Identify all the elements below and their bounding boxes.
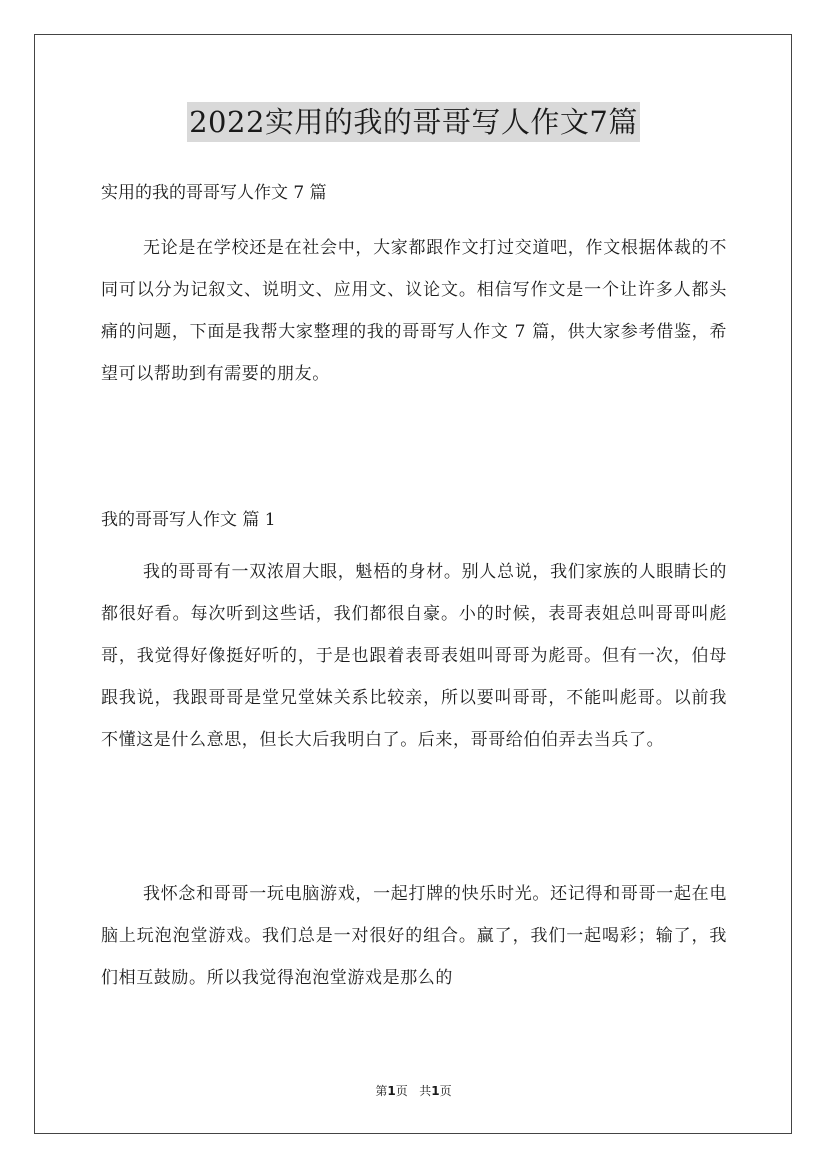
footer-total-suffix: 页 (439, 1084, 452, 1098)
body-paragraph-1: 我的哥哥有一双浓眉大眼，魁梧的身材。别人总说，我们家族的人眼睛长的都很好看。每次听到这些话，我们都很自豪。小的时候，表哥表姐总叫哥哥叫彪哥，我觉得好像挺好听的，于是也跟着表哥表姐叫哥哥为彪哥。但有一次，伯母跟我说，我跟哥哥是堂兄堂妹关系比较亲，所以要叫哥哥，不能叫彪哥。以前我不懂这是什么意思，但长大后我明白了。后来，哥哥给伯伯弄去当兵了。 (101, 562, 727, 750)
page-footer (0, 1083, 827, 1099)
footer-total-prefix: 共 (419, 1084, 432, 1098)
footer-page-current: 1 (387, 1084, 396, 1098)
document-title: 2022实用的我的哥哥写人作文7篇 (187, 102, 640, 142)
footer-page-total: 1 (431, 1084, 440, 1098)
title-container (0, 102, 827, 142)
intro-paragraph: 无论是在学校还是在社会中，大家都跟作文打过交道吧，作文根据体裁的不同可以分为记叙文、说明文、应用文、议论文。相信写作文是一个让许多人都头痛的问题，下面是我帮大家整理的我的哥哥写人作文 7 篇，供大家参考借鉴，希望可以帮助到有需要的朋友。 (101, 238, 727, 384)
document-subtitle: 实用的我的哥哥写人作文 7 篇 (101, 183, 327, 203)
footer-prefix: 第 (375, 1084, 388, 1098)
footer-page-suffix: 页 (395, 1084, 408, 1098)
body-paragraph-2: 我怀念和哥哥一玩电脑游戏，一起打牌的快乐时光。还记得和哥哥一起在电脑上玩泡泡堂游戏。我们总是一对很好的组合。赢了，我们一起喝彩；输了，我们相互鼓励。所以我觉得泡泡堂游戏是那么的 (101, 884, 727, 988)
section-heading: 我的哥哥写人作文 篇 1 (101, 510, 276, 530)
